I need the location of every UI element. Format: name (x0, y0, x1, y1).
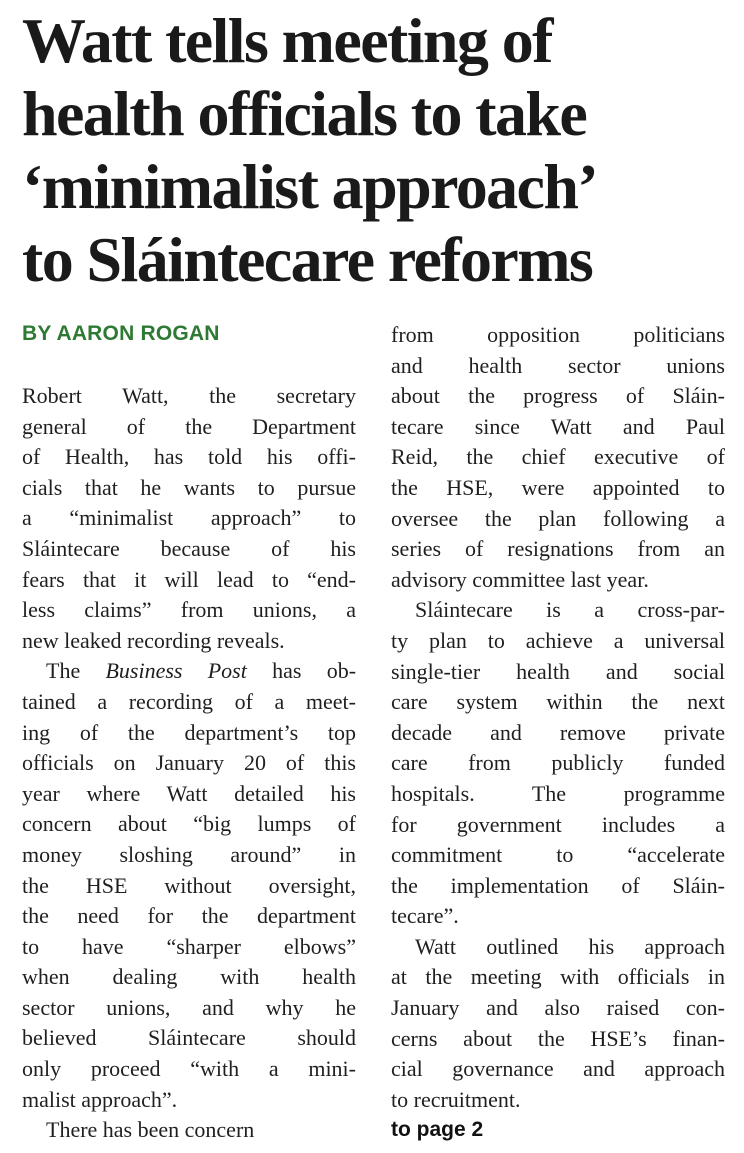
text-line: to recruitment. (391, 1086, 521, 1112)
text-line: cial governance and approach (391, 1056, 725, 1082)
text-line: of Health, has told his offi- (22, 444, 356, 470)
text-line: Sláintecare because of his (22, 535, 356, 561)
text-fragment: has ob- (272, 658, 357, 684)
paragraph (22, 656, 356, 1115)
text-line: the HSE, were appointed to (391, 474, 725, 500)
text-line: the implementation of Sláin- (391, 872, 725, 898)
text-line: Sláintecare is a cross-par- (415, 597, 725, 623)
text-line: decade and remove private (391, 719, 725, 745)
text-line: cerns about the HSE’s finan- (391, 1025, 725, 1051)
text-line: officials on January 20 of this (22, 750, 356, 776)
text-line: general of the Department (22, 413, 356, 439)
paragraph (391, 932, 725, 1116)
text-line: year where Watt detailed his (22, 780, 356, 806)
byline: BY AARON ROGAN (22, 322, 220, 345)
text-line: January and also raised con- (391, 995, 725, 1021)
text-line: sector unions, and why he (22, 994, 356, 1020)
text-line: care system within the next (391, 689, 725, 715)
paragraph (391, 320, 725, 595)
text-line: ty plan to achieve a universal (391, 627, 725, 653)
text-line (22, 656, 356, 687)
paragraph (22, 381, 356, 656)
text-line: tained a recording of a meet- (22, 688, 356, 714)
text-line: and health sector unions (391, 352, 725, 378)
text-line: new leaked recording reveals. (22, 627, 285, 653)
text-line: from opposition politicians (391, 322, 725, 347)
headline-line: to Sláintecare reforms (22, 224, 593, 295)
text-line: malist approach”. (22, 1086, 178, 1112)
text-line: cials that he wants to pursue (22, 474, 356, 500)
text-line: series of resignations from an (391, 536, 725, 562)
text-line: advisory committee last year. (391, 566, 649, 592)
text-line: commitment to “accelerate (391, 842, 725, 868)
text-line: There has been concern (46, 1117, 255, 1143)
text-line: the need for the department (22, 903, 356, 929)
headline-line: ‘minimalist approach’ (22, 151, 598, 222)
text-line: Robert Watt, the secretary (22, 383, 356, 408)
text-fragment: The (46, 658, 81, 684)
text-line: only proceed “with a mini- (22, 1056, 356, 1082)
text-line: a “minimalist approach” to (22, 505, 356, 531)
text-line: concern about “big lumps of (22, 811, 356, 837)
text-line: for government includes a (391, 811, 725, 837)
text-line: Watt outlined his approach (415, 933, 725, 959)
continuation-link[interactable]: to page 2 (391, 1118, 484, 1142)
article-column-right (391, 320, 725, 1146)
text-line: at the meeting with officials in (391, 964, 725, 990)
headline (22, 4, 734, 296)
text-line: fears that it will lead to “end- (22, 566, 356, 592)
text-line: to have “sharper elbows” (22, 933, 356, 959)
headline-line: health officials to take (22, 78, 587, 149)
text-line: ing of the department’s top (22, 719, 356, 745)
article-column-left (22, 381, 356, 1146)
paragraph (22, 1115, 356, 1146)
text-line: tecare”. (391, 903, 459, 929)
text-line: believed Sláintecare should (22, 1025, 356, 1051)
text-line: oversee the plan following a (391, 505, 725, 531)
text-line: Reid, the chief executive of (391, 444, 725, 470)
paragraph (391, 595, 725, 932)
headline-line: Watt tells meeting of (22, 5, 552, 76)
text-line: when dealing with health (22, 964, 356, 990)
text-line: care from publicly funded (391, 750, 725, 776)
text-line: the HSE without oversight, (22, 872, 356, 898)
text-line: tecare since Watt and Paul (391, 413, 725, 439)
text-line: hospitals. The programme (391, 780, 725, 806)
text-line: money sloshing around” in (22, 841, 356, 867)
text-line: single-tier health and social (391, 658, 725, 684)
publication-name: Business Post (105, 658, 247, 684)
text-line: about the progress of Sláin- (391, 383, 725, 409)
text-line: less claims” from unions, a (22, 597, 356, 623)
